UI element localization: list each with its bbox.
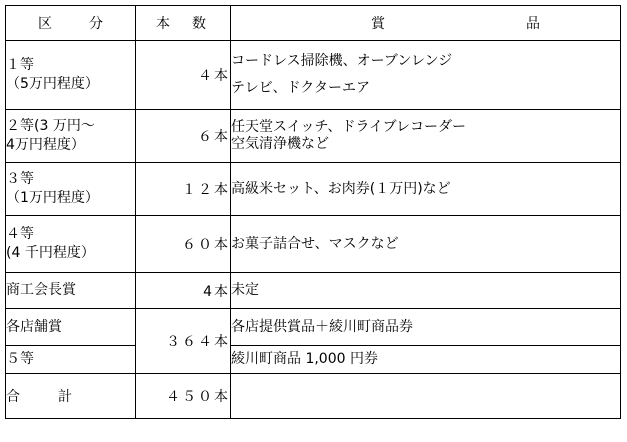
row-prize-line: 高級米セット、お肉券(１万円)など — [231, 180, 451, 197]
row-prize — [231, 110, 621, 163]
row-count: ６本 — [136, 110, 231, 163]
table-row — [6, 163, 621, 216]
row-count: １２本 — [136, 163, 231, 216]
row-category-line: (4 千円程度） — [6, 245, 95, 261]
table-row — [6, 41, 621, 110]
row-category-line: １等 — [6, 57, 34, 73]
total-prize-empty — [231, 374, 621, 419]
row-count: ６０本 — [136, 216, 231, 273]
total-count: ４５０本 — [136, 374, 231, 419]
table-row — [6, 309, 621, 346]
row-prize — [231, 41, 621, 110]
header-prize — [231, 6, 621, 41]
row-prize — [231, 163, 621, 216]
row-prize-line: テレビ、ドクターエア — [231, 80, 371, 96]
row-prize-line: 未定 — [231, 282, 259, 298]
header-category-b: 分 — [89, 16, 103, 32]
header-category-a: 区 — [38, 16, 52, 32]
row-category-line: （1万円程度） — [6, 190, 99, 206]
row-count: ３６４本 — [136, 309, 231, 374]
row-category-line: ３等 — [6, 171, 34, 187]
row-prize — [231, 273, 621, 309]
row-prize-line: 任天堂スイッチ、ドライブレコーダー — [231, 119, 467, 135]
prize-table — [5, 5, 621, 419]
row-prize-line: コードレス掃除機、オーブンレンジ — [231, 53, 453, 69]
row-category — [6, 163, 136, 216]
row-prize — [231, 309, 621, 346]
row-category — [6, 216, 136, 273]
table-row — [6, 110, 621, 163]
header-category — [6, 6, 136, 41]
header-row — [6, 6, 621, 41]
total-label: 合 計 — [6, 374, 136, 419]
row-prize-line: 各店提供賞品＋綾川町商品券 — [231, 318, 413, 335]
row-category-line: 4万円程度） — [6, 137, 85, 153]
total-row — [6, 374, 621, 419]
row-category — [6, 41, 136, 110]
row-category-line: （5万円程度） — [6, 76, 99, 92]
header-prize-b: 品 — [526, 16, 540, 32]
row-category — [6, 346, 136, 374]
row-prize-line: 空気清浄機など — [231, 136, 329, 152]
row-category — [6, 273, 136, 309]
row-prize-line: 綾川町商品 1,000 円券 — [231, 351, 378, 367]
row-category-line: 商工会長賞 — [6, 282, 76, 298]
row-prize-line: お菓子詰合せ、マスクなど — [231, 235, 399, 252]
row-category-line: ５等 — [6, 351, 34, 367]
row-count: 4本 — [136, 273, 231, 309]
row-category-line: ４等 — [6, 226, 34, 242]
row-prize — [231, 346, 621, 374]
row-category — [6, 110, 136, 163]
row-prize — [231, 216, 621, 273]
header-count-label: 本 数 — [156, 16, 210, 32]
row-category-line: 各店舗賞 — [6, 318, 62, 335]
row-category — [6, 309, 136, 346]
table-row — [6, 273, 621, 309]
header-count — [136, 6, 231, 41]
row-category-line: ２等(3 万円～ — [6, 118, 95, 134]
table-row — [6, 216, 621, 273]
header-prize-a: 賞 — [371, 16, 385, 32]
table-row — [6, 346, 621, 374]
row-count: ４本 — [136, 41, 231, 110]
